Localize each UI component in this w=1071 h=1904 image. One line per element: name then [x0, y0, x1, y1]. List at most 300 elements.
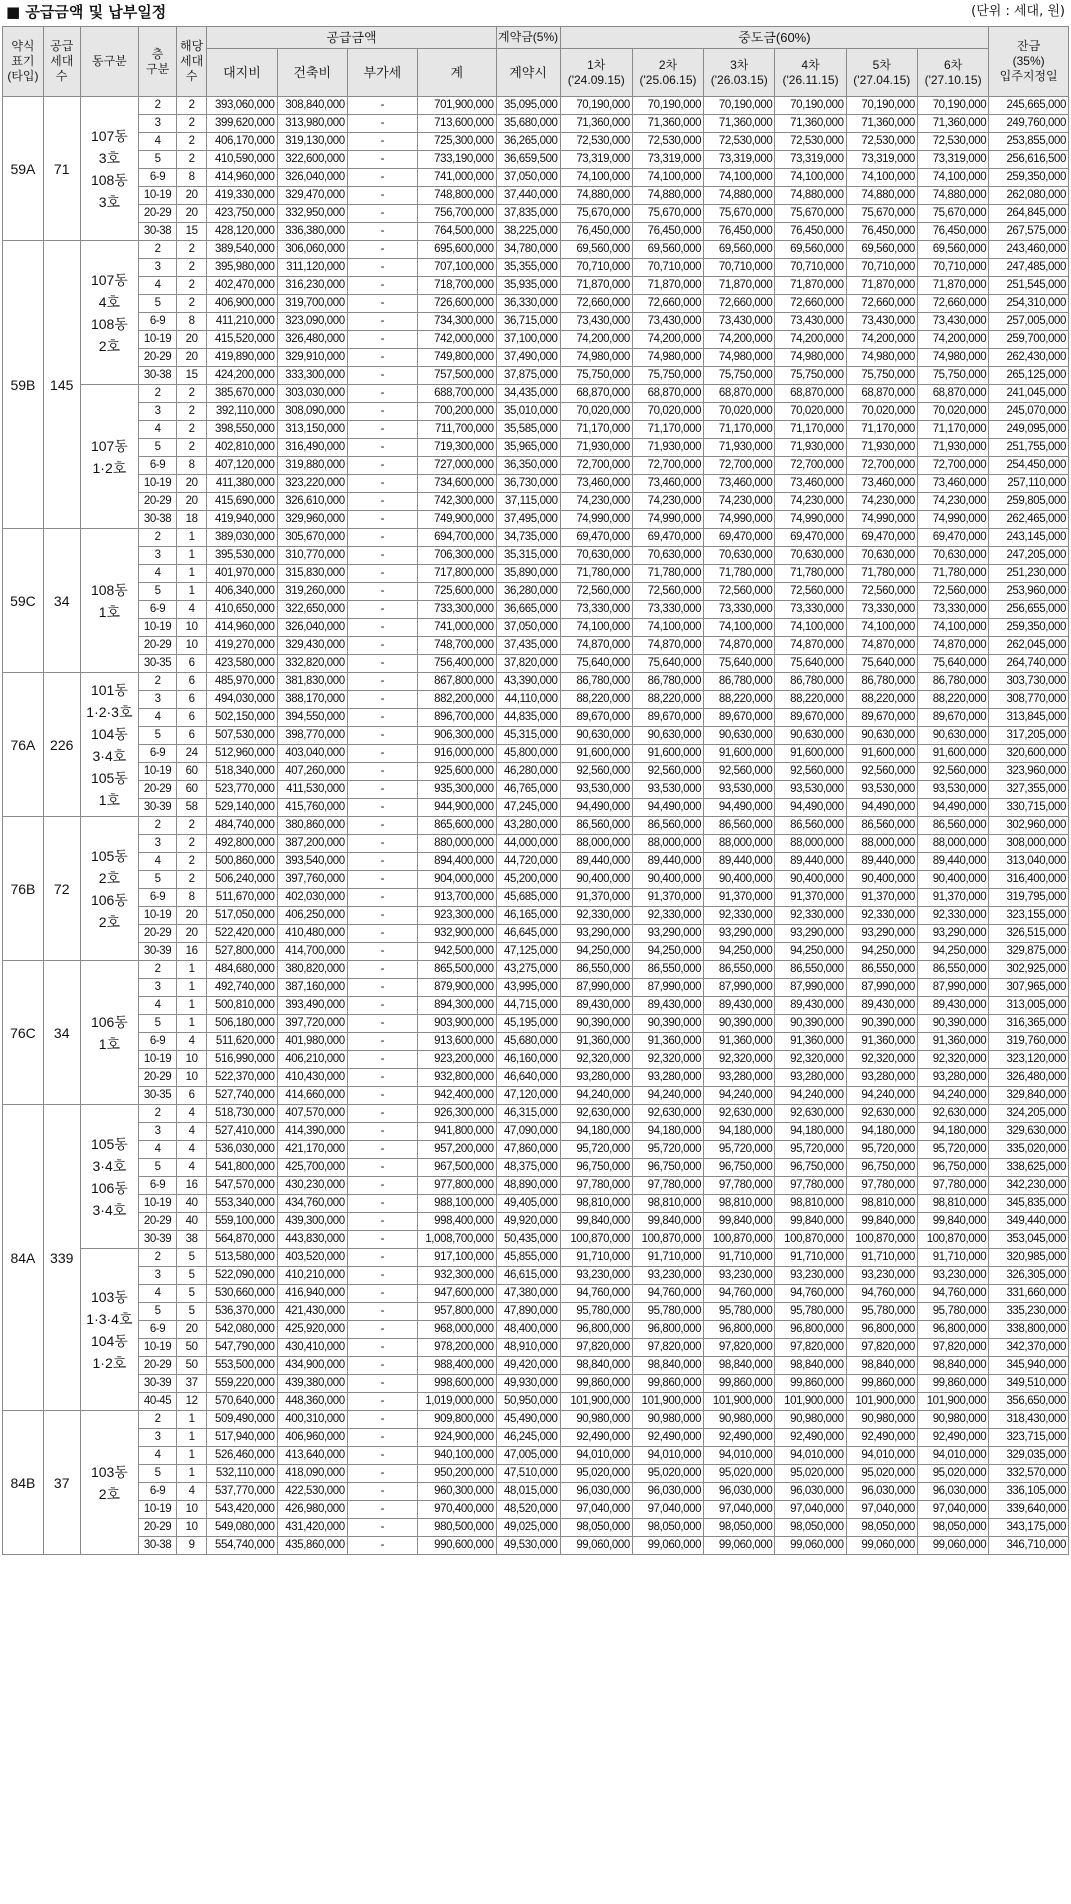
- total-cell: 748,700,000: [418, 637, 497, 655]
- vat-cell: -: [347, 673, 417, 691]
- floor-cell: 5: [139, 1159, 177, 1177]
- table-row: [3, 421, 1069, 439]
- middle-payment-6-cell: 74,980,000: [917, 349, 988, 367]
- middle-payment-3-cell: 74,200,000: [704, 331, 775, 349]
- floor-cell: 2: [139, 673, 177, 691]
- table-row: [3, 1501, 1069, 1519]
- middle-payment-5-cell: 95,780,000: [846, 1303, 917, 1321]
- contract-cell: 37,490,000: [496, 349, 560, 367]
- middle-payment-5-cell: 73,330,000: [846, 601, 917, 619]
- table-row: [3, 853, 1069, 871]
- table-row: [3, 367, 1069, 385]
- contract-cell: 36,665,000: [496, 601, 560, 619]
- balance-cell: 259,700,000: [989, 331, 1069, 349]
- middle-payment-3-cell: 92,320,000: [704, 1051, 775, 1069]
- middle-payment-1-cell: 71,360,000: [560, 115, 632, 133]
- land-cost-cell: 406,170,000: [207, 133, 277, 151]
- land-cost-cell: 506,180,000: [207, 1015, 277, 1033]
- total-cell: 998,400,000: [418, 1213, 497, 1231]
- middle-payment-1-cell: 70,630,000: [560, 547, 632, 565]
- middle-payment-4-cell: 94,010,000: [775, 1447, 846, 1465]
- middle-payment-1-cell: 75,640,000: [560, 655, 632, 673]
- table-row: [3, 1069, 1069, 1087]
- land-cost-cell: 419,890,000: [207, 349, 277, 367]
- middle-payment-3-cell: 71,780,000: [704, 565, 775, 583]
- vat-cell: -: [347, 637, 417, 655]
- build-cost-cell: 326,040,000: [277, 169, 347, 187]
- total-cell: 756,700,000: [418, 205, 497, 223]
- middle-payment-2-cell: 71,170,000: [632, 421, 703, 439]
- middle-payment-3-cell: 99,840,000: [704, 1213, 775, 1231]
- middle-payment-5-cell: 74,870,000: [846, 637, 917, 655]
- build-cost-cell: 439,300,000: [277, 1213, 347, 1231]
- total-cell: 932,900,000: [418, 925, 497, 943]
- supply-price-table: [2, 26, 1069, 1555]
- land-cost-cell: 559,220,000: [207, 1375, 277, 1393]
- middle-payment-6-cell: 70,630,000: [917, 547, 988, 565]
- balance-cell: 303,730,000: [989, 673, 1069, 691]
- middle-payment-3-cell: 101,900,000: [704, 1393, 775, 1411]
- total-cell: 688,700,000: [418, 385, 497, 403]
- contract-cell: 48,890,000: [496, 1177, 560, 1195]
- document-header: [6, 2, 1065, 24]
- build-cost-cell: 406,960,000: [277, 1429, 347, 1447]
- middle-payment-2-cell: 98,810,000: [632, 1195, 703, 1213]
- table-row: [3, 403, 1069, 421]
- middle-payment-3-cell: 94,010,000: [704, 1447, 775, 1465]
- vat-cell: -: [347, 1465, 417, 1483]
- header-balance: 잔금 (35%) 입주지정일: [989, 27, 1069, 97]
- middle-payment-1-cell: 94,250,000: [560, 943, 632, 961]
- units-cell: 1: [176, 961, 206, 979]
- middle-payment-6-cell: 87,990,000: [917, 979, 988, 997]
- middle-payment-3-cell: 94,240,000: [704, 1087, 775, 1105]
- middle-payment-1-cell: 93,280,000: [560, 1069, 632, 1087]
- balance-cell: 251,230,000: [989, 565, 1069, 583]
- units-cell: 8: [176, 313, 206, 331]
- build-cost-cell: 397,760,000: [277, 871, 347, 889]
- contract-cell: 37,100,000: [496, 331, 560, 349]
- middle-payment-5-cell: 74,230,000: [846, 493, 917, 511]
- land-cost-cell: 485,970,000: [207, 673, 277, 691]
- middle-payment-5-cell: 94,240,000: [846, 1087, 917, 1105]
- build-cost-cell: 332,820,000: [277, 655, 347, 673]
- land-cost-cell: 428,120,000: [207, 223, 277, 241]
- middle-payment-1-cell: 73,330,000: [560, 601, 632, 619]
- table-row: [3, 1447, 1069, 1465]
- vat-cell: -: [347, 655, 417, 673]
- table-row: [3, 1267, 1069, 1285]
- middle-payment-1-cell: 74,100,000: [560, 619, 632, 637]
- middle-payment-1-cell: 91,360,000: [560, 1033, 632, 1051]
- land-cost-cell: 554,740,000: [207, 1537, 277, 1555]
- land-cost-cell: 507,530,000: [207, 727, 277, 745]
- vat-cell: -: [347, 907, 417, 925]
- land-cost-cell: 553,340,000: [207, 1195, 277, 1213]
- floor-cell: 3: [139, 547, 177, 565]
- middle-payment-2-cell: 71,870,000: [632, 277, 703, 295]
- table-row: [3, 169, 1069, 187]
- header-total: 계: [418, 49, 497, 97]
- total-cell: 932,800,000: [418, 1069, 497, 1087]
- middle-payment-5-cell: 90,400,000: [846, 871, 917, 889]
- land-cost-cell: 553,500,000: [207, 1357, 277, 1375]
- land-cost-cell: 492,800,000: [207, 835, 277, 853]
- middle-payment-5-cell: 98,840,000: [846, 1357, 917, 1375]
- middle-payment-2-cell: 91,600,000: [632, 745, 703, 763]
- table-row: [3, 817, 1069, 835]
- middle-payment-1-cell: 98,810,000: [560, 1195, 632, 1213]
- middle-payment-6-cell: 72,530,000: [917, 133, 988, 151]
- table-row: [3, 205, 1069, 223]
- middle-payment-1-cell: 89,440,000: [560, 853, 632, 871]
- middle-payment-4-cell: 96,750,000: [775, 1159, 846, 1177]
- contract-cell: 37,115,000: [496, 493, 560, 511]
- middle-payment-1-cell: 90,400,000: [560, 871, 632, 889]
- middle-payment-2-cell: 100,870,000: [632, 1231, 703, 1249]
- middle-payment-3-cell: 74,100,000: [704, 169, 775, 187]
- floor-cell: 10-19: [139, 619, 177, 637]
- table-row: [3, 457, 1069, 475]
- land-cost-cell: 500,860,000: [207, 853, 277, 871]
- floor-cell: 30-39: [139, 943, 177, 961]
- floor-cell: 6-9: [139, 745, 177, 763]
- middle-payment-6-cell: 75,640,000: [917, 655, 988, 673]
- middle-payment-5-cell: 89,670,000: [846, 709, 917, 727]
- middle-payment-4-cell: 69,560,000: [775, 241, 846, 259]
- units-cell: 1: [176, 997, 206, 1015]
- units-cell: 18: [176, 511, 206, 529]
- middle-payment-5-cell: 86,560,000: [846, 817, 917, 835]
- build-cost-cell: 426,980,000: [277, 1501, 347, 1519]
- vat-cell: -: [347, 1033, 417, 1051]
- build-cost-cell: 380,820,000: [277, 961, 347, 979]
- middle-payment-2-cell: 95,720,000: [632, 1141, 703, 1159]
- units-cell: 5: [176, 1285, 206, 1303]
- floor-cell: 5: [139, 439, 177, 457]
- balance-cell: 335,020,000: [989, 1141, 1069, 1159]
- build-cost-cell: 430,230,000: [277, 1177, 347, 1195]
- middle-payment-5-cell: 91,360,000: [846, 1033, 917, 1051]
- middle-payment-6-cell: 97,040,000: [917, 1501, 988, 1519]
- build-cost-cell: 418,090,000: [277, 1465, 347, 1483]
- balance-cell: 262,080,000: [989, 187, 1069, 205]
- middle-payment-5-cell: 98,810,000: [846, 1195, 917, 1213]
- middle-payment-2-cell: 72,660,000: [632, 295, 703, 313]
- floor-cell: 3: [139, 1429, 177, 1447]
- units-cell: 1: [176, 565, 206, 583]
- floor-cell: 2: [139, 961, 177, 979]
- units-cell: 16: [176, 943, 206, 961]
- middle-payment-4-cell: 92,560,000: [775, 763, 846, 781]
- vat-cell: -: [347, 925, 417, 943]
- middle-payment-6-cell: 70,020,000: [917, 403, 988, 421]
- units-cell: 1: [176, 583, 206, 601]
- middle-payment-3-cell: 72,660,000: [704, 295, 775, 313]
- middle-payment-2-cell: 94,180,000: [632, 1123, 703, 1141]
- middle-payment-1-cell: 72,560,000: [560, 583, 632, 601]
- units-cell: 20: [176, 493, 206, 511]
- middle-payment-5-cell: 93,290,000: [846, 925, 917, 943]
- build-cost-cell: 439,380,000: [277, 1375, 347, 1393]
- contract-cell: 43,280,000: [496, 817, 560, 835]
- table-row: [3, 1411, 1069, 1429]
- middle-payment-6-cell: 90,980,000: [917, 1411, 988, 1429]
- vat-cell: -: [347, 619, 417, 637]
- vat-cell: -: [347, 889, 417, 907]
- floor-cell: 10-19: [139, 907, 177, 925]
- middle-payment-6-cell: 73,430,000: [917, 313, 988, 331]
- land-cost-cell: 559,100,000: [207, 1213, 277, 1231]
- build-cost-cell: 319,880,000: [277, 457, 347, 475]
- middle-payment-4-cell: 94,490,000: [775, 799, 846, 817]
- balance-cell: 345,835,000: [989, 1195, 1069, 1213]
- middle-payment-2-cell: 74,100,000: [632, 619, 703, 637]
- total-cell: 719,300,000: [418, 439, 497, 457]
- table-row: [3, 925, 1069, 943]
- total-cell: 701,900,000: [418, 97, 497, 115]
- middle-payment-1-cell: 92,320,000: [560, 1051, 632, 1069]
- middle-payment-3-cell: 73,460,000: [704, 475, 775, 493]
- middle-payment-3-cell: 90,390,000: [704, 1015, 775, 1033]
- floor-cell: 30-38: [139, 367, 177, 385]
- middle-payment-3-cell: 72,700,000: [704, 457, 775, 475]
- middle-payment-6-cell: 90,390,000: [917, 1015, 988, 1033]
- middle-payment-4-cell: 75,640,000: [775, 655, 846, 673]
- middle-payment-6-cell: 74,880,000: [917, 187, 988, 205]
- balance-cell: 346,710,000: [989, 1537, 1069, 1555]
- total-cell: 700,200,000: [418, 403, 497, 421]
- middle-payment-3-cell: 93,530,000: [704, 781, 775, 799]
- build-cost-cell: 310,770,000: [277, 547, 347, 565]
- total-cell: 718,700,000: [418, 277, 497, 295]
- middle-payment-2-cell: 94,010,000: [632, 1447, 703, 1465]
- floor-cell: 6-9: [139, 1483, 177, 1501]
- table-row: [3, 1141, 1069, 1159]
- table-row: [3, 259, 1069, 277]
- middle-payment-5-cell: 90,390,000: [846, 1015, 917, 1033]
- middle-payment-4-cell: 71,780,000: [775, 565, 846, 583]
- middle-payment-1-cell: 74,230,000: [560, 493, 632, 511]
- middle-payment-6-cell: 89,440,000: [917, 853, 988, 871]
- table-row: [3, 709, 1069, 727]
- land-cost-cell: 536,370,000: [207, 1303, 277, 1321]
- contract-cell: 35,680,000: [496, 115, 560, 133]
- middle-payment-4-cell: 91,360,000: [775, 1033, 846, 1051]
- middle-payment-6-cell: 91,370,000: [917, 889, 988, 907]
- units-cell: 24: [176, 745, 206, 763]
- vat-cell: -: [347, 763, 417, 781]
- middle-payment-4-cell: 94,250,000: [775, 943, 846, 961]
- units-cell: 20: [176, 187, 206, 205]
- middle-payment-6-cell: 92,330,000: [917, 907, 988, 925]
- contract-cell: 43,275,000: [496, 961, 560, 979]
- units-cell: 2: [176, 853, 206, 871]
- middle-payment-5-cell: 90,980,000: [846, 1411, 917, 1429]
- balance-cell: 345,940,000: [989, 1357, 1069, 1375]
- total-cell: 717,800,000: [418, 565, 497, 583]
- middle-payment-4-cell: 71,360,000: [775, 115, 846, 133]
- middle-payment-5-cell: 88,000,000: [846, 835, 917, 853]
- middle-payment-5-cell: 97,780,000: [846, 1177, 917, 1195]
- balance-cell: 323,155,000: [989, 907, 1069, 925]
- vat-cell: -: [347, 1483, 417, 1501]
- middle-payment-1-cell: 88,000,000: [560, 835, 632, 853]
- total-cell: 923,300,000: [418, 907, 497, 925]
- middle-payment-2-cell: 71,780,000: [632, 565, 703, 583]
- middle-payment-1-cell: 94,180,000: [560, 1123, 632, 1141]
- middle-payment-2-cell: 96,030,000: [632, 1483, 703, 1501]
- land-cost-cell: 502,150,000: [207, 709, 277, 727]
- balance-cell: 267,575,000: [989, 223, 1069, 241]
- contract-cell: 37,820,000: [496, 655, 560, 673]
- total-cell: 741,000,000: [418, 169, 497, 187]
- contract-cell: 36,730,000: [496, 475, 560, 493]
- middle-payment-3-cell: 94,760,000: [704, 1285, 775, 1303]
- middle-payment-3-cell: 93,230,000: [704, 1267, 775, 1285]
- middle-payment-6-cell: 73,319,000: [917, 151, 988, 169]
- units-cell: 6: [176, 655, 206, 673]
- type-cell: 76C: [3, 961, 44, 1105]
- middle-payment-6-cell: 96,750,000: [917, 1159, 988, 1177]
- vat-cell: -: [347, 493, 417, 511]
- balance-cell: 316,400,000: [989, 871, 1069, 889]
- contract-cell: 47,860,000: [496, 1141, 560, 1159]
- middle-payment-1-cell: 74,880,000: [560, 187, 632, 205]
- middle-payment-4-cell: 70,710,000: [775, 259, 846, 277]
- build-cost-cell: 313,980,000: [277, 115, 347, 133]
- table-row: [3, 565, 1069, 583]
- total-cell: 978,200,000: [418, 1339, 497, 1357]
- header-middle: 중도금(60%): [560, 27, 989, 49]
- units-cell: 4: [176, 1159, 206, 1177]
- middle-payment-4-cell: 74,100,000: [775, 619, 846, 637]
- balance-cell: 254,450,000: [989, 457, 1069, 475]
- build-cost-cell: 421,430,000: [277, 1303, 347, 1321]
- balance-cell: 331,660,000: [989, 1285, 1069, 1303]
- contract-cell: 35,585,000: [496, 421, 560, 439]
- floor-cell: 20-29: [139, 1213, 177, 1231]
- middle-payment-4-cell: 98,840,000: [775, 1357, 846, 1375]
- table-row: [3, 295, 1069, 313]
- middle-payment-3-cell: 100,870,000: [704, 1231, 775, 1249]
- floor-cell: 5: [139, 727, 177, 745]
- middle-payment-4-cell: 68,870,000: [775, 385, 846, 403]
- units-cell: 4: [176, 1141, 206, 1159]
- build-cost-cell: 313,150,000: [277, 421, 347, 439]
- middle-payment-6-cell: 71,930,000: [917, 439, 988, 457]
- middle-payment-5-cell: 97,820,000: [846, 1339, 917, 1357]
- floor-cell: 4: [139, 133, 177, 151]
- total-cell: 942,400,000: [418, 1087, 497, 1105]
- middle-payment-3-cell: 91,370,000: [704, 889, 775, 907]
- middle-payment-1-cell: 99,840,000: [560, 1213, 632, 1231]
- middle-payment-1-cell: 87,990,000: [560, 979, 632, 997]
- middle-payment-5-cell: 74,990,000: [846, 511, 917, 529]
- floor-cell: 2: [139, 97, 177, 115]
- middle-payment-6-cell: 74,870,000: [917, 637, 988, 655]
- units-cell: 2: [176, 871, 206, 889]
- middle-payment-4-cell: 99,840,000: [775, 1213, 846, 1231]
- land-cost-cell: 419,940,000: [207, 511, 277, 529]
- middle-payment-6-cell: 93,230,000: [917, 1267, 988, 1285]
- contract-cell: 48,910,000: [496, 1339, 560, 1357]
- middle-payment-1-cell: 74,980,000: [560, 349, 632, 367]
- build-cost-cell: 430,410,000: [277, 1339, 347, 1357]
- table-row: [3, 601, 1069, 619]
- middle-payment-3-cell: 97,780,000: [704, 1177, 775, 1195]
- table-row: [3, 763, 1069, 781]
- table-row: [3, 439, 1069, 457]
- floor-cell: 4: [139, 853, 177, 871]
- middle-payment-2-cell: 74,870,000: [632, 637, 703, 655]
- middle-payment-6-cell: 97,820,000: [917, 1339, 988, 1357]
- table-row: [3, 1321, 1069, 1339]
- header-floor: 층 구분: [139, 27, 177, 97]
- total-cell: 706,300,000: [418, 547, 497, 565]
- contract-cell: 46,645,000: [496, 925, 560, 943]
- middle-payment-4-cell: 99,860,000: [775, 1375, 846, 1393]
- units-cell: 20: [176, 907, 206, 925]
- table-row: [3, 241, 1069, 259]
- middle-payment-1-cell: 86,560,000: [560, 817, 632, 835]
- middle-payment-2-cell: 99,860,000: [632, 1375, 703, 1393]
- households-cell: 34: [43, 529, 80, 673]
- land-cost-cell: 518,730,000: [207, 1105, 277, 1123]
- middle-payment-1-cell: 89,430,000: [560, 997, 632, 1015]
- header-mid-1: 1차 ('24.09.15): [560, 49, 632, 97]
- units-cell: 6: [176, 1087, 206, 1105]
- balance-cell: 319,795,000: [989, 889, 1069, 907]
- middle-payment-1-cell: 94,240,000: [560, 1087, 632, 1105]
- total-cell: 977,800,000: [418, 1177, 497, 1195]
- contract-cell: 37,440,000: [496, 187, 560, 205]
- units-cell: 2: [176, 385, 206, 403]
- balance-cell: 336,105,000: [989, 1483, 1069, 1501]
- land-cost-cell: 385,670,000: [207, 385, 277, 403]
- middle-payment-6-cell: 94,490,000: [917, 799, 988, 817]
- middle-payment-5-cell: 92,320,000: [846, 1051, 917, 1069]
- total-cell: 726,600,000: [418, 295, 497, 313]
- land-cost-cell: 414,960,000: [207, 619, 277, 637]
- middle-payment-2-cell: 97,040,000: [632, 1501, 703, 1519]
- units-cell: 10: [176, 1519, 206, 1537]
- middle-payment-1-cell: 71,930,000: [560, 439, 632, 457]
- middle-payment-3-cell: 86,550,000: [704, 961, 775, 979]
- contract-cell: 47,890,000: [496, 1303, 560, 1321]
- households-cell: 34: [43, 961, 80, 1105]
- middle-payment-3-cell: 89,430,000: [704, 997, 775, 1015]
- contract-cell: 46,615,000: [496, 1267, 560, 1285]
- table-row: [3, 1033, 1069, 1051]
- middle-payment-1-cell: 91,600,000: [560, 745, 632, 763]
- middle-payment-6-cell: 94,240,000: [917, 1087, 988, 1105]
- middle-payment-5-cell: 91,600,000: [846, 745, 917, 763]
- middle-payment-1-cell: 71,170,000: [560, 421, 632, 439]
- units-cell: 1: [176, 1411, 206, 1429]
- floor-cell: 2: [139, 1105, 177, 1123]
- middle-payment-1-cell: 94,490,000: [560, 799, 632, 817]
- land-cost-cell: 419,270,000: [207, 637, 277, 655]
- balance-cell: 339,640,000: [989, 1501, 1069, 1519]
- balance-cell: 353,045,000: [989, 1231, 1069, 1249]
- land-cost-cell: 401,970,000: [207, 565, 277, 583]
- middle-payment-2-cell: 99,840,000: [632, 1213, 703, 1231]
- middle-payment-1-cell: 97,040,000: [560, 1501, 632, 1519]
- total-cell: 906,300,000: [418, 727, 497, 745]
- middle-payment-5-cell: 68,870,000: [846, 385, 917, 403]
- type-cell: 59A: [3, 97, 44, 241]
